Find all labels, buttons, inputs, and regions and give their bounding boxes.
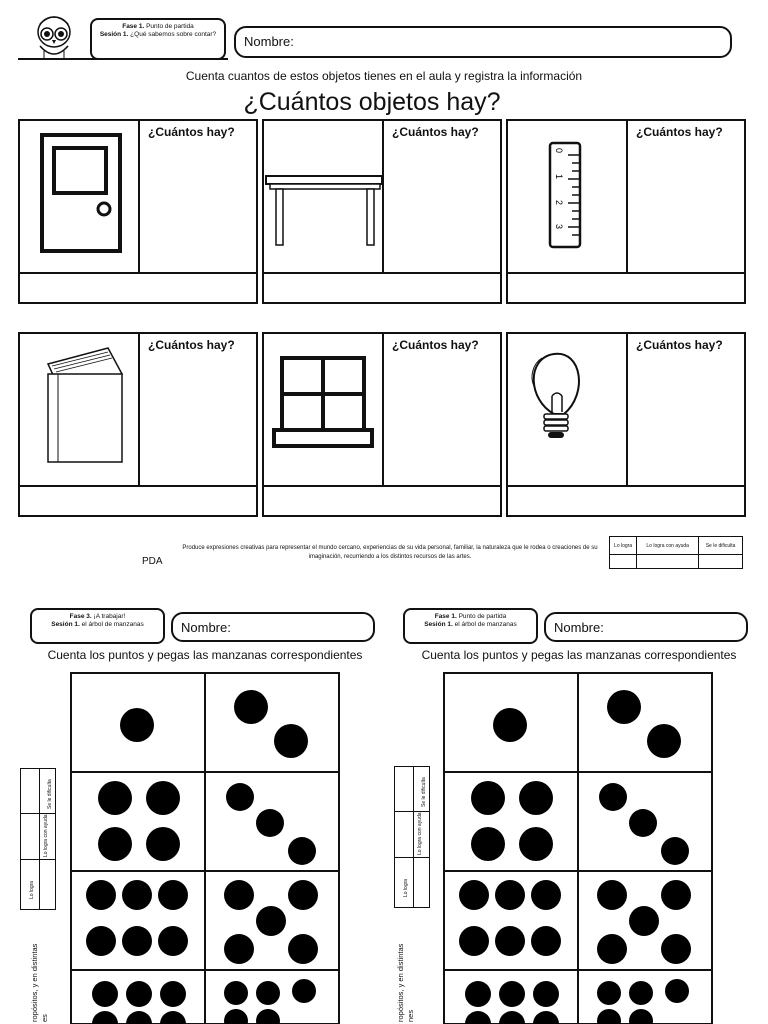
dot bbox=[224, 1009, 248, 1024]
phase-box: Fase 3. ¡A trabajar! Sesión 1. el árbol de manzanas bbox=[30, 608, 165, 644]
answer-field[interactable] bbox=[264, 489, 500, 515]
eval-label: Se le dificulta bbox=[421, 777, 427, 807]
dot bbox=[226, 783, 254, 811]
eval-checkbox[interactable] bbox=[637, 555, 699, 569]
evaluation-column bbox=[20, 768, 56, 910]
eval-label: Lo logra bbox=[403, 878, 409, 897]
instruction-text: Cuenta los puntos y pegas las manzanas correspondientes bbox=[421, 648, 737, 662]
count-card-door bbox=[18, 119, 258, 304]
dot bbox=[629, 1009, 653, 1024]
eval-label: Lo logra con ayuda bbox=[417, 812, 423, 855]
dot bbox=[126, 981, 152, 1007]
card-question: ¿Cuántos hay? bbox=[636, 338, 723, 352]
dot bbox=[531, 926, 561, 956]
book-icon bbox=[20, 334, 138, 486]
lightbulb-icon bbox=[508, 334, 626, 486]
name-field[interactable]: Nombre: bbox=[171, 612, 375, 642]
ruler-label: 2 bbox=[554, 200, 564, 206]
ruler-label: 3 bbox=[554, 224, 564, 230]
dice-cell bbox=[578, 970, 712, 1024]
name-field[interactable]: Nombre: bbox=[544, 612, 748, 642]
answer-field[interactable] bbox=[508, 489, 744, 515]
evaluation-column bbox=[394, 766, 430, 908]
dot bbox=[471, 781, 505, 815]
ruler-icon bbox=[508, 121, 626, 273]
dot bbox=[661, 837, 689, 865]
ruler-label: 1 bbox=[554, 174, 564, 180]
answer-field[interactable] bbox=[508, 276, 744, 302]
instruction-text: Cuenta los puntos y pegas las manzanas correspondientes bbox=[47, 648, 363, 662]
dice-cell bbox=[444, 871, 578, 970]
dot bbox=[607, 690, 641, 724]
dot bbox=[465, 1011, 491, 1024]
eval-label: Lo logra bbox=[29, 880, 35, 899]
answer-field[interactable] bbox=[20, 276, 256, 302]
dot bbox=[465, 981, 491, 1007]
window-icon bbox=[264, 334, 382, 486]
dot bbox=[256, 981, 280, 1005]
phase-box: Fase 1. Punto de partida Sesión 1. el árbol de manzanas bbox=[403, 608, 538, 644]
eval-checkbox[interactable] bbox=[699, 555, 743, 569]
dice-cell bbox=[578, 871, 712, 970]
dot bbox=[495, 880, 525, 910]
answer-field[interactable] bbox=[264, 276, 500, 302]
dot bbox=[665, 979, 689, 1003]
card-question: ¿Cuántos hay? bbox=[636, 125, 723, 139]
dot bbox=[92, 981, 118, 1007]
eval-label: Lo logra con ayuda bbox=[637, 537, 699, 555]
dot bbox=[160, 1011, 186, 1024]
owl-mascot-icon bbox=[30, 10, 78, 60]
dot bbox=[499, 1011, 525, 1024]
dice-cell bbox=[205, 772, 339, 871]
dot bbox=[224, 880, 254, 910]
dot bbox=[533, 1011, 559, 1024]
dot bbox=[533, 981, 559, 1007]
dot bbox=[122, 880, 152, 910]
dice-cell bbox=[444, 970, 578, 1024]
dot bbox=[597, 934, 627, 964]
dice-cell bbox=[71, 970, 205, 1024]
dot bbox=[531, 880, 561, 910]
dot bbox=[86, 926, 116, 956]
dot bbox=[92, 1011, 118, 1024]
evaluation-table bbox=[609, 536, 743, 569]
dot bbox=[98, 827, 132, 861]
dice-cell bbox=[205, 871, 339, 970]
dot bbox=[599, 783, 627, 811]
dot bbox=[661, 880, 691, 910]
count-card-book bbox=[18, 332, 258, 517]
answer-field[interactable] bbox=[20, 489, 256, 515]
card-question: ¿Cuántos hay? bbox=[392, 125, 479, 139]
eval-checkbox[interactable] bbox=[610, 555, 637, 569]
eval-label: Se le dificulta bbox=[699, 537, 743, 555]
dot bbox=[234, 690, 268, 724]
card-question: ¿Cuántos hay? bbox=[148, 125, 235, 139]
dot bbox=[224, 934, 254, 964]
dots-grid bbox=[70, 672, 340, 1024]
side-text: ropósitos, y en distintas bbox=[30, 943, 39, 1022]
dot bbox=[146, 827, 180, 861]
card-question: ¿Cuántos hay? bbox=[392, 338, 479, 352]
dice-cell bbox=[71, 772, 205, 871]
dot bbox=[597, 880, 627, 910]
dot bbox=[661, 934, 691, 964]
name-field[interactable]: Nombre: bbox=[234, 26, 732, 58]
dice-cell bbox=[444, 772, 578, 871]
dice-cell bbox=[71, 673, 205, 772]
eval-label: Se le dificulta bbox=[47, 779, 53, 809]
dot bbox=[160, 981, 186, 1007]
dot bbox=[256, 1009, 280, 1024]
pda-text: Produce expresiones creativas para representar el mundo cercano, experiencias de su vida personal, familiar, la naturaleza que le rodea o creaciones de su imaginación, recurriendo a los distintos recursos de las artes. bbox=[182, 545, 598, 560]
dot bbox=[224, 981, 248, 1005]
count-card-lightbulb bbox=[506, 332, 746, 517]
dot bbox=[98, 781, 132, 815]
dot bbox=[292, 979, 316, 1003]
dice-cell bbox=[205, 970, 339, 1024]
dots-grid bbox=[443, 672, 713, 1024]
dot bbox=[256, 809, 284, 837]
dot bbox=[629, 906, 659, 936]
eval-label: Lo logra bbox=[610, 537, 637, 555]
count-card-window bbox=[262, 332, 502, 517]
dot bbox=[256, 906, 286, 936]
dot bbox=[158, 926, 188, 956]
dice-cell bbox=[444, 673, 578, 772]
dot bbox=[519, 827, 553, 861]
dot bbox=[126, 1011, 152, 1024]
dot bbox=[146, 781, 180, 815]
count-card-table bbox=[262, 119, 502, 304]
door-icon bbox=[20, 121, 138, 273]
dot bbox=[288, 837, 316, 865]
dot bbox=[471, 827, 505, 861]
side-text: ropósitos, y en distintas bbox=[396, 943, 405, 1022]
card-question: ¿Cuántos hay? bbox=[148, 338, 235, 352]
dot bbox=[122, 926, 152, 956]
dot bbox=[597, 981, 621, 1005]
dot bbox=[495, 926, 525, 956]
dot bbox=[274, 724, 308, 758]
dot bbox=[120, 708, 154, 742]
dot bbox=[86, 880, 116, 910]
dot bbox=[158, 880, 188, 910]
phase-box: Fase 1. Punto de partida Sesión 1. ¿Qué sabemos sobre contar? bbox=[90, 18, 226, 60]
side-text: es bbox=[40, 1014, 49, 1022]
instruction-text: Cuenta cuantos de estos objetos tienes en el aula y registra la información bbox=[185, 69, 583, 83]
dice-cell bbox=[71, 871, 205, 970]
dot bbox=[597, 1009, 621, 1024]
dot bbox=[459, 880, 489, 910]
ruler-label: 0 bbox=[554, 148, 564, 154]
dice-cell bbox=[578, 772, 712, 871]
dot bbox=[493, 708, 527, 742]
dice-cell bbox=[205, 673, 339, 772]
dot bbox=[459, 926, 489, 956]
count-card-ruler bbox=[506, 119, 746, 304]
side-text: nes bbox=[406, 1009, 415, 1022]
dot bbox=[519, 781, 553, 815]
table-icon bbox=[264, 121, 382, 273]
dot bbox=[647, 724, 681, 758]
dot bbox=[629, 809, 657, 837]
pda-label: PDA bbox=[142, 556, 163, 567]
page-title: ¿Cuántos objetos hay? bbox=[243, 88, 501, 116]
dot bbox=[288, 934, 318, 964]
dice-cell bbox=[578, 673, 712, 772]
dot bbox=[499, 981, 525, 1007]
dot bbox=[629, 981, 653, 1005]
dot bbox=[288, 880, 318, 910]
eval-label: Lo logra con ayuda bbox=[43, 814, 49, 857]
